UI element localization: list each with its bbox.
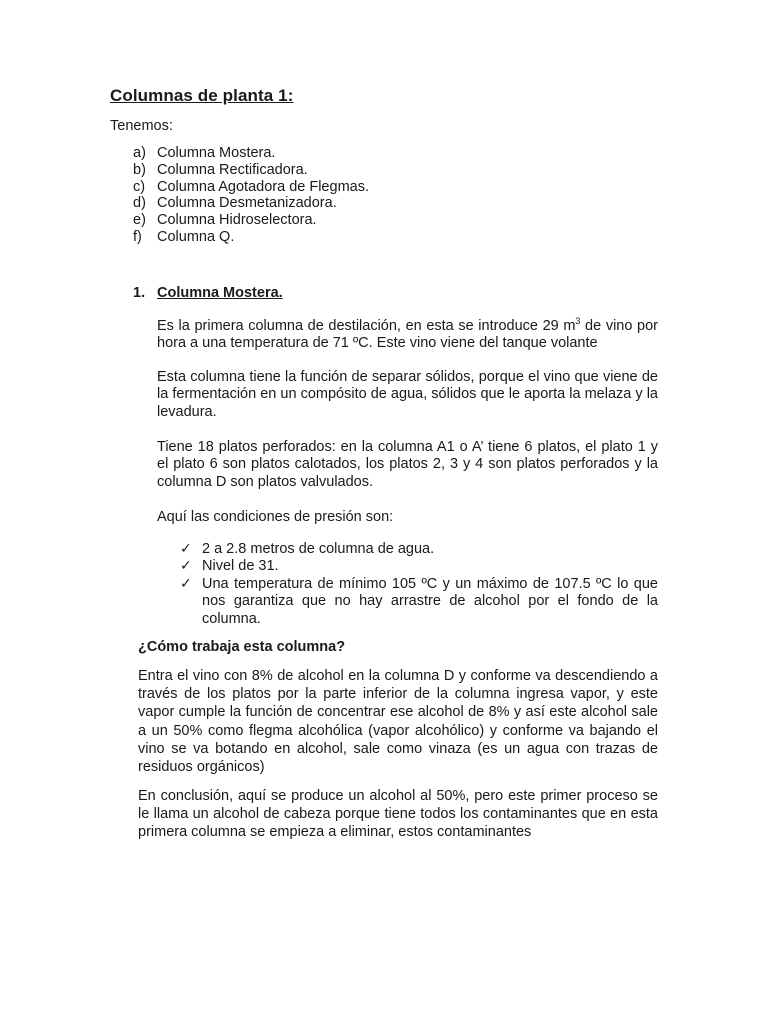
page-title: Columnas de planta 1: [110, 86, 294, 105]
list-item [133, 179, 369, 196]
list-marker: c) [133, 178, 146, 195]
list-marker: b) [133, 161, 146, 178]
subheading: ¿Cómo trabaja esta columna? [138, 639, 346, 655]
condition-item [180, 558, 658, 575]
list-item [133, 212, 369, 229]
intro-text: Tenemos: [110, 118, 173, 134]
paragraph-plates: Tiene 18 platos perforados: en la columna A1 o A’ tiene 6 platos, el plato 1 y el plato 6 son platos calotados, los platos 2, 3 y 4 son platos perforados y la columna D son platos valvulados. [157, 439, 658, 490]
condition-text: Nivel de 31. [202, 558, 279, 575]
list-item-text: Columna Hidroselectora. [157, 212, 317, 229]
list-marker: e) [133, 212, 146, 229]
section-title: Columna Mostera. [157, 285, 283, 301]
paragraph-intro [157, 318, 658, 353]
checkmark-icon: ✓ [180, 575, 192, 592]
list-item-text: Columna Rectificadora. [157, 161, 308, 178]
conditions-list [180, 541, 658, 628]
list-item-text: Columna Desmetanizadora. [157, 195, 337, 212]
list-item [133, 162, 369, 179]
list-item [133, 195, 369, 212]
checkmark-icon: ✓ [180, 541, 192, 557]
section-number: 1. [133, 285, 146, 301]
list-item-text: Columna Q. [157, 228, 235, 245]
paragraph-text: de vino por hora a una temperatura de 71 ºC. Este vino viene del tanque volante [157, 318, 658, 352]
paragraph-text: Es la primera columna de destilación, en esta se introduce 29 m [157, 318, 576, 334]
paragraph-function: Esta columna tiene la función de separar sólidos, porque el vino que viene de la fermentación en un compósito de agua, sólidos que le aporta la melaza y la levadura. [157, 369, 658, 420]
list-item [133, 229, 369, 246]
section-heading [133, 285, 283, 301]
list-item [133, 145, 369, 162]
checkmark-icon: ✓ [180, 558, 192, 575]
condition-text: Una temperatura de mínimo 105 ºC y un máximo de 107.5 ºC lo que nos garantiza que no hay arrastre de alcohol por el fondo de la columna. [202, 575, 658, 627]
list-marker: f) [133, 228, 142, 245]
paragraph-conclusion: En conclusión, aquí se produce un alcohol al 50%, pero este primer proceso se le llama un alcohol de cabeza porque tiene todos los contaminantes que en esta primera columna se empieza a eliminar, estos contaminantes [138, 788, 658, 841]
list-marker: a) [133, 145, 146, 161]
list-item-text: Columna Mostera. [157, 145, 276, 161]
columns-list [133, 145, 369, 246]
condition-item [180, 541, 658, 558]
paragraph-process: Entra el vino con 8% de alcohol en la columna D y conforme va descendiendo a través de los platos por la parte inferior de la columna ingresa vapor, y este vapor cumple la función de concentrar ese alcohol de 8% y así este alcohol sale a un 50% como flegma alcohólica (vapor alcohólico) y conforme va bajando el vino se va botando en alcohol, sale como vinaza (es un agua con trazas de residuos orgánicos) [138, 668, 658, 776]
condition-item [180, 576, 658, 628]
paragraph-conditions-intro: Aquí las condiciones de presión son: [157, 509, 394, 525]
condition-text: 2 a 2.8 metros de columna de agua. [202, 541, 435, 557]
superscript: 3 [575, 316, 581, 327]
list-marker: d) [133, 195, 146, 212]
list-item-text: Columna Agotadora de Flegmas. [157, 178, 369, 195]
